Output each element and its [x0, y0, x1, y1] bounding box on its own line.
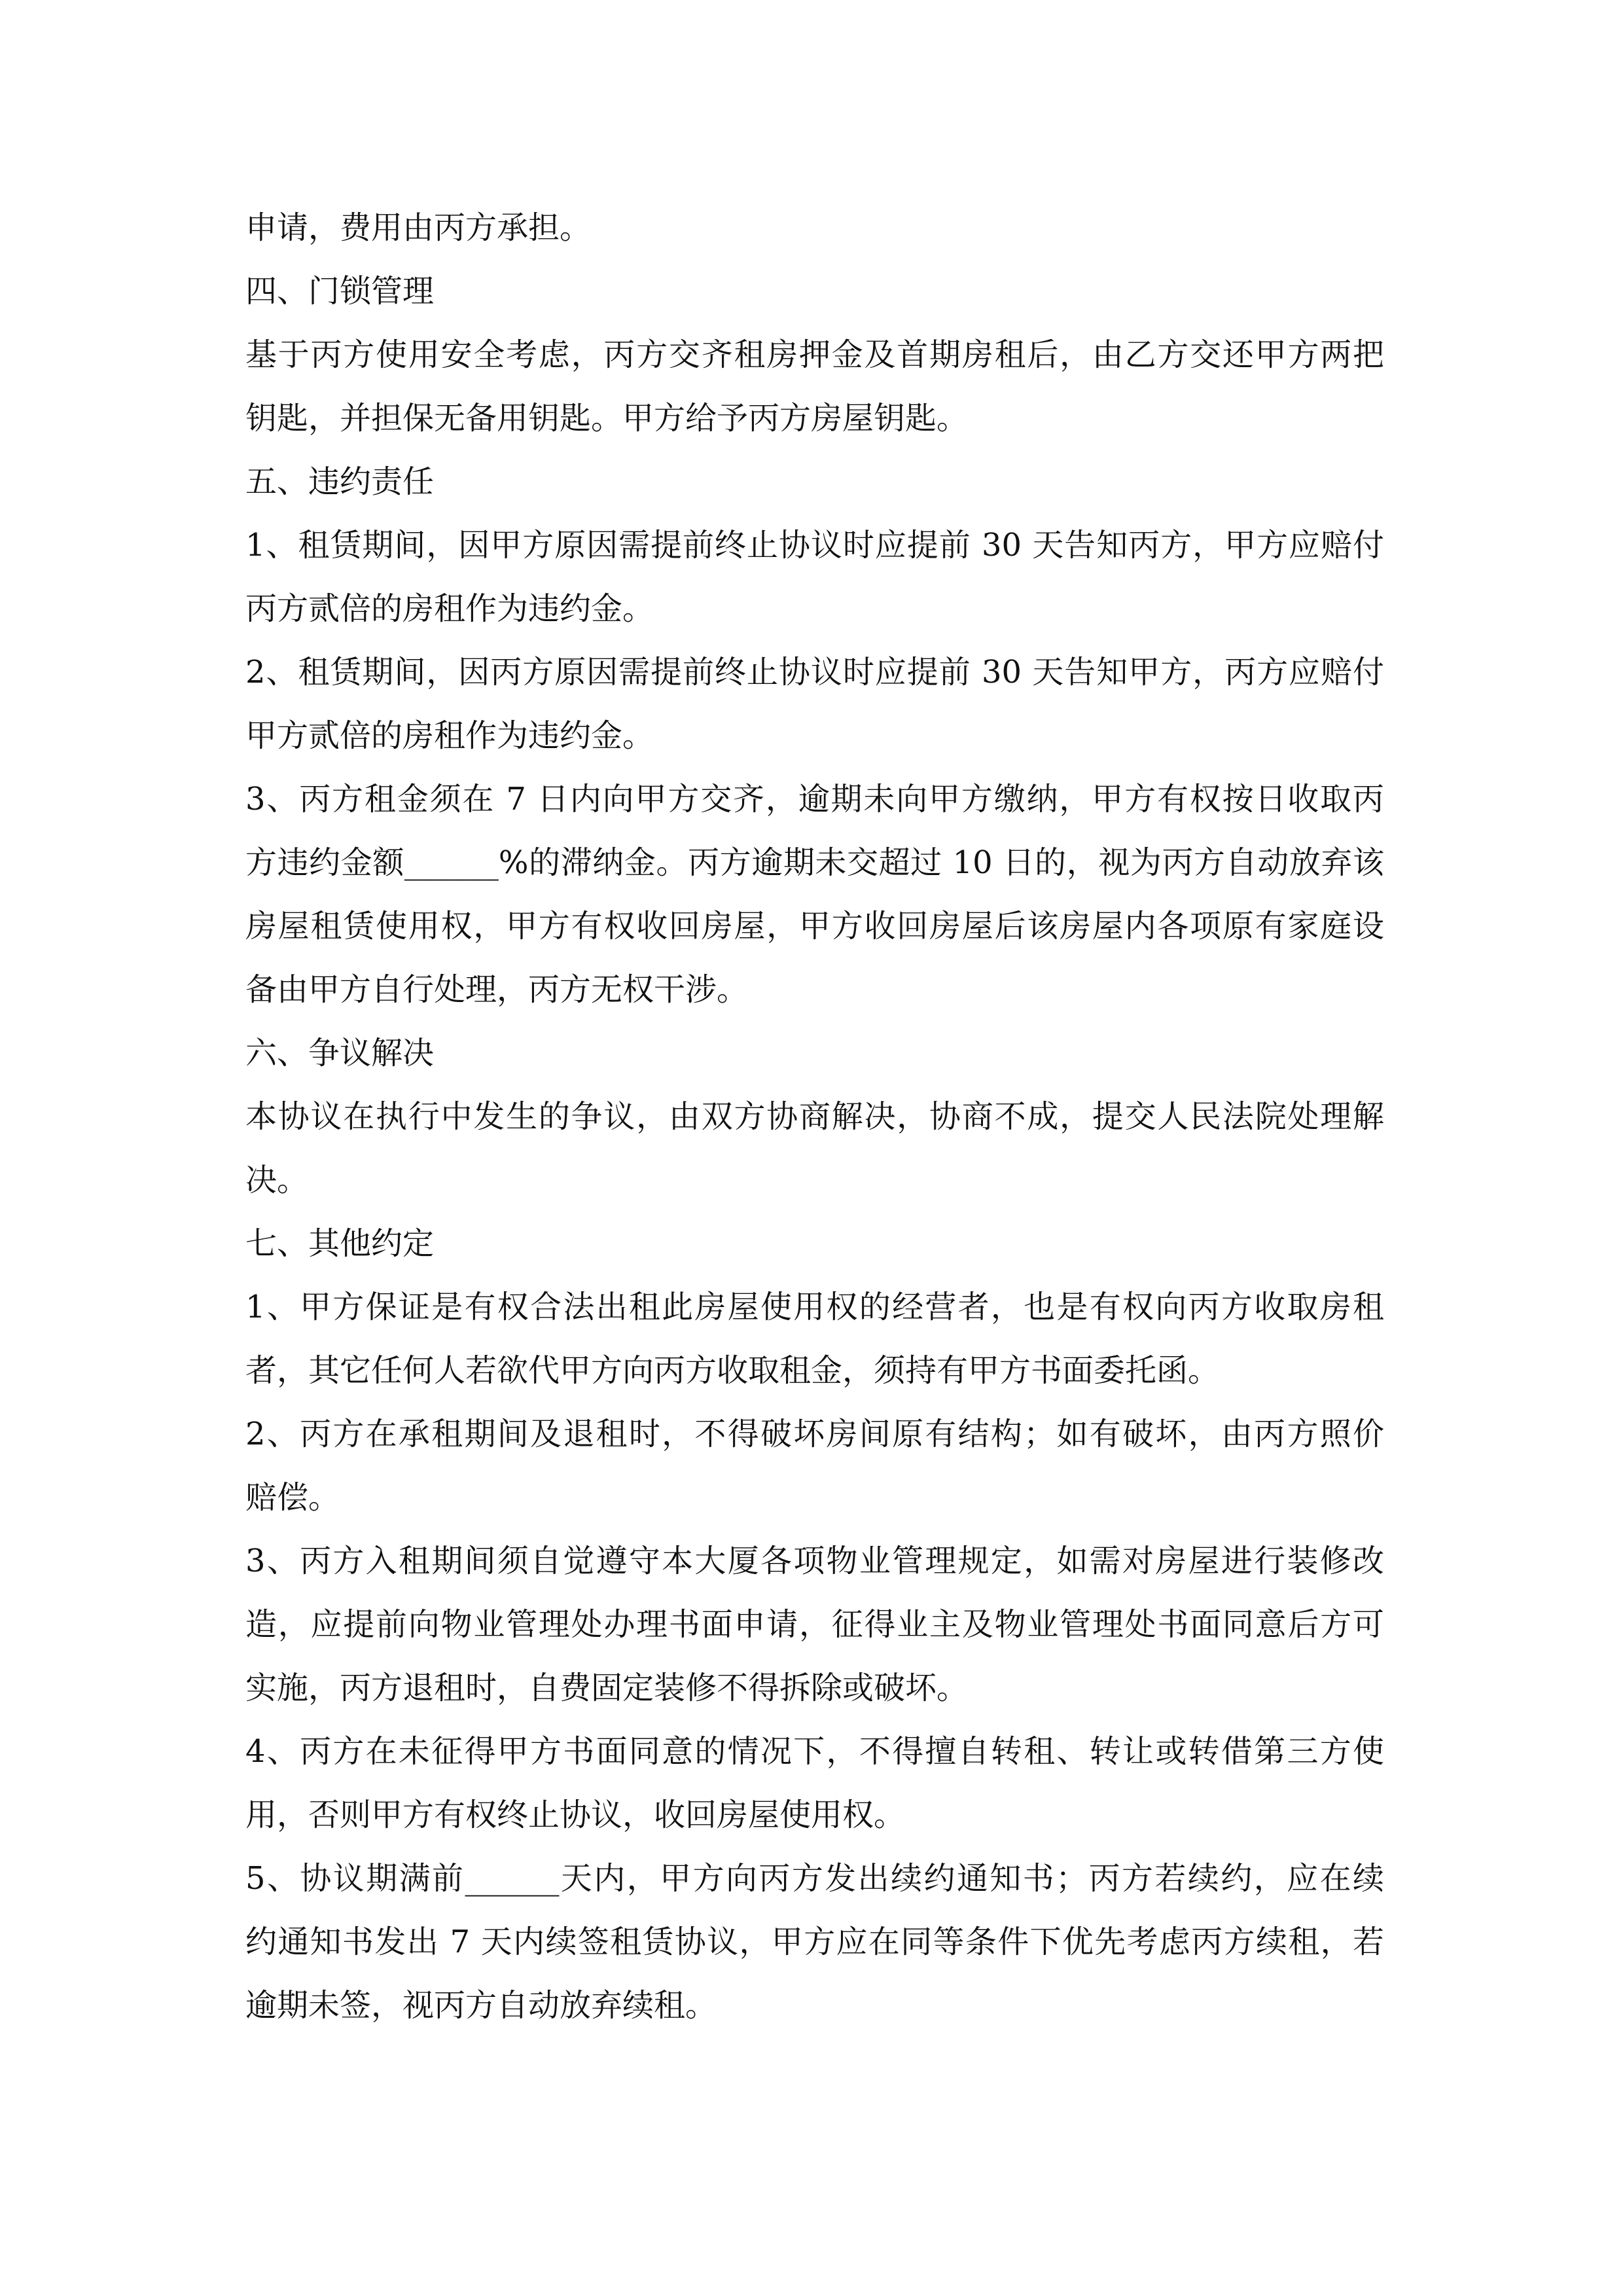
text-line: 4、丙方在未征得甲方书面同意的情况下，不得擅自转租、转让或转借第三方使 [245, 1733, 1384, 1770]
section-heading: 四、门锁管理 [245, 273, 435, 310]
text-line: 2、租赁期间，因丙方原因需提前终止协议时应提前 30 天告知甲方，丙方应赔付 [245, 654, 1384, 691]
text-line: 实施，丙方退租时，自费固定装修不得拆除或破坏。 [245, 1670, 969, 1706]
section-heading: 七、其他约定 [245, 1225, 435, 1262]
text-line: 3、丙方入租期间须自觉遵守本大厦各项物业管理规定，如需对房屋进行装修改 [245, 1543, 1384, 1579]
text-line: 用，否则甲方有权终止协议，收回房屋使用权。 [245, 1797, 906, 1833]
text-line: 造，应提前向物业管理处办理书面申请，征得业主及物业管理处书面同意后方可 [245, 1606, 1384, 1643]
text-line: 者，其它任何人若欲代甲方向丙方收取租金，须持有甲方书面委托函。 [245, 1352, 1220, 1389]
text-line: 2、丙方在承租期间及退租时，不得破坏房间原有结构；如有破坏，由丙方照价 [245, 1416, 1384, 1452]
text-line: 备由甲方自行处理，丙方无权干涉。 [245, 971, 749, 1008]
text-line: 房屋租赁使用权，甲方有权收回房屋，甲方收回房屋后该房屋内各项原有家庭设 [245, 908, 1384, 944]
text-line: 甲方贰倍的房租作为违约金。 [245, 717, 654, 754]
text-line: 逾期未签，视丙方自动放弃续租。 [245, 1987, 717, 2024]
text-line: 申请，费用由丙方承担。 [245, 209, 592, 246]
text-line: 钥匙，并担保无备用钥匙。甲方给予丙方房屋钥匙。 [245, 400, 969, 437]
text-line: 决。 [245, 1162, 309, 1198]
text-line: 方违约金额______%的滞纳金。丙方逾期未交超过 10 日的，视为丙方自动放弃该 [245, 844, 1384, 881]
section-heading: 六、争议解决 [245, 1035, 435, 1071]
text-line: 1、甲方保证是有权合法出租此房屋使用权的经营者，也是有权向丙方收取房租 [245, 1289, 1384, 1325]
section-heading: 五、违约责任 [245, 463, 435, 500]
text-line: 丙方贰倍的房租作为违约金。 [245, 590, 654, 627]
text-line: 赔偿。 [245, 1479, 340, 1516]
text-line: 本协议在执行中发生的争议，由双方协商解决，协商不成，提交人民法院处理解 [245, 1098, 1384, 1135]
text-line: 1、租赁期间，因甲方原因需提前终止协议时应提前 30 天告知丙方，甲方应赔付 [245, 527, 1384, 564]
text-line: 5、协议期满前______天内，甲方向丙方发出续约通知书；丙方若续约，应在续 [245, 1860, 1384, 1897]
text-line: 3、丙方租金须在 7 日内向甲方交齐，逾期未向甲方缴纳，甲方有权按日收取丙 [245, 781, 1384, 817]
text-line: 基于丙方使用安全考虑，丙方交齐租房押金及首期房租后，由乙方交还甲方两把 [245, 336, 1384, 373]
document-page [245, 196, 1384, 2037]
text-line: 约通知书发出 7 天内续签租赁协议，甲方应在同等条件下优先考虑丙方续租，若 [245, 1924, 1384, 1960]
